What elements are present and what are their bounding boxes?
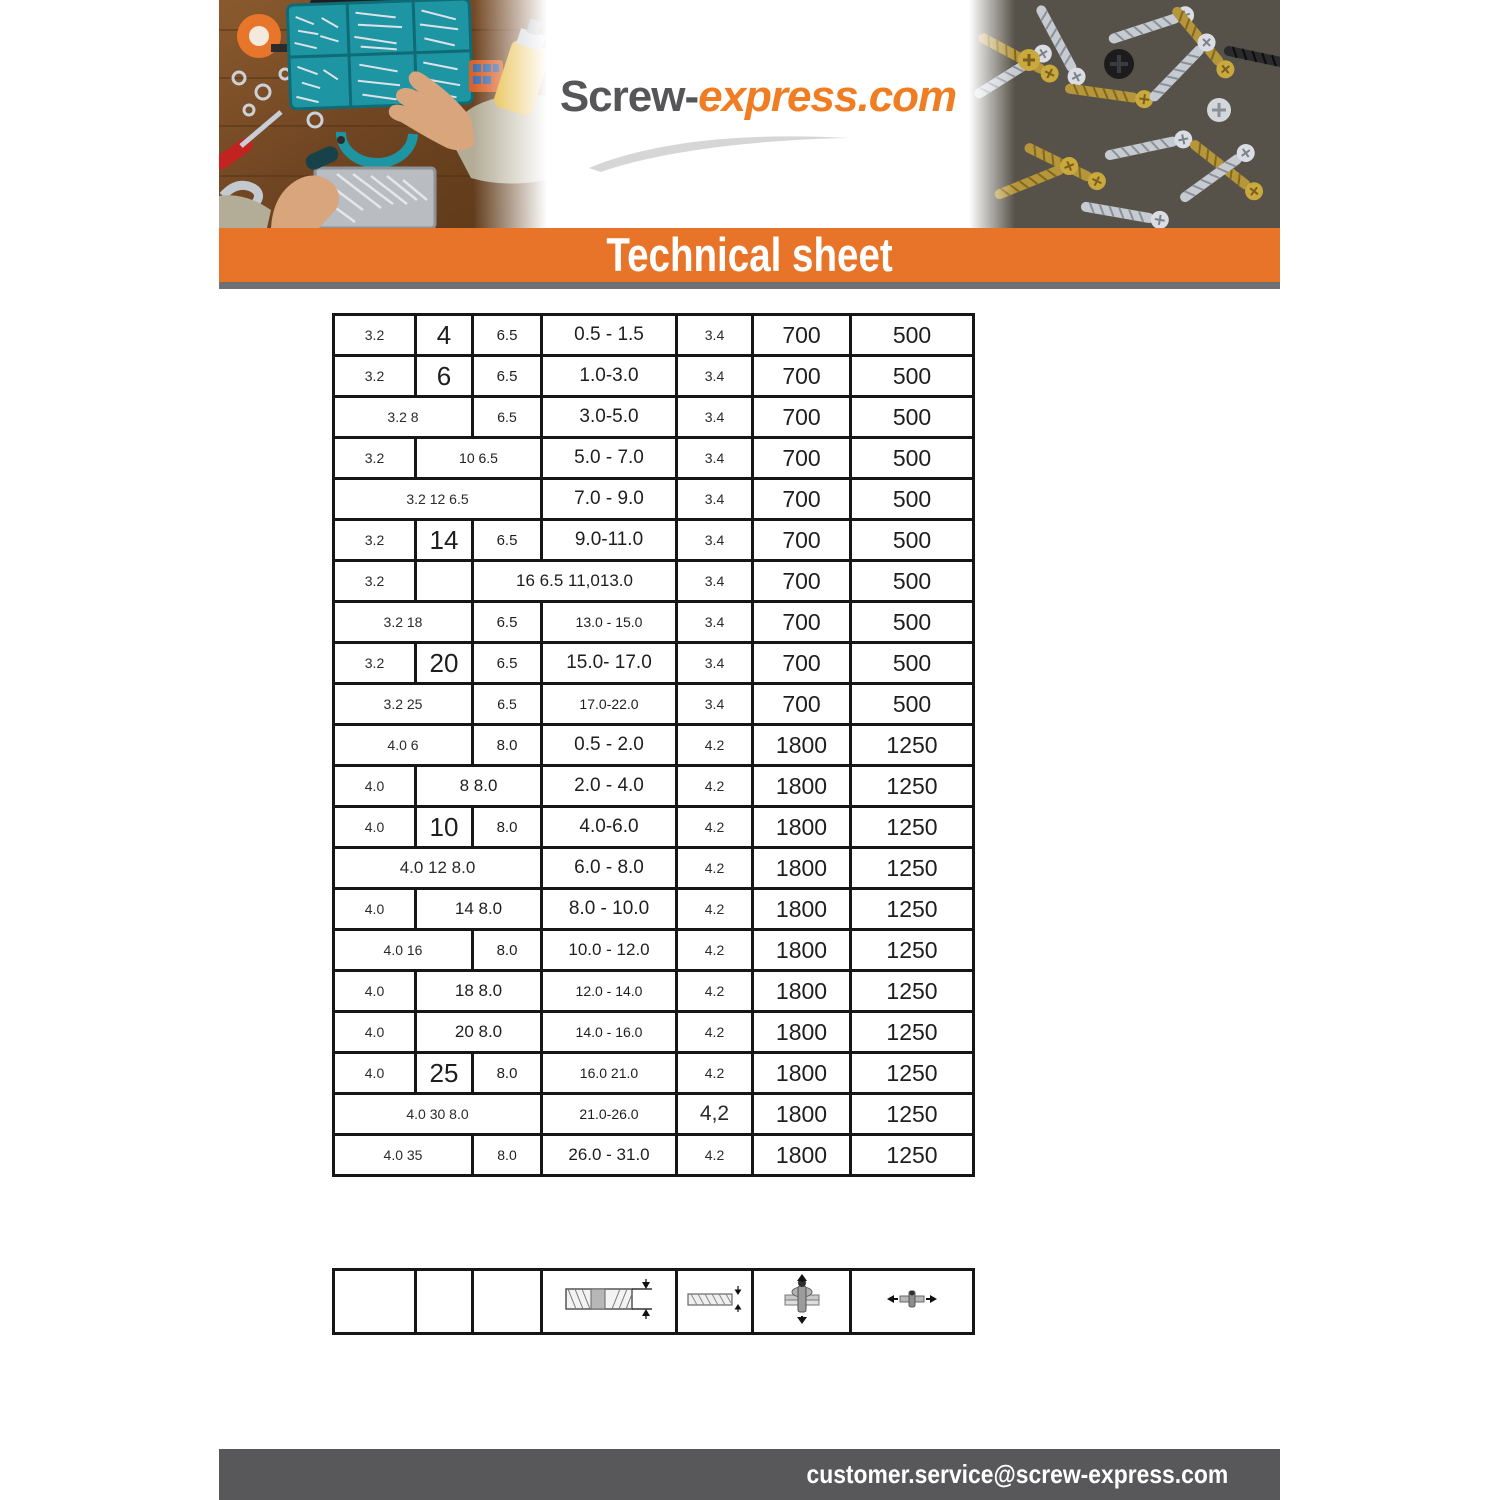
table-cell: 4.0 35 xyxy=(334,1135,473,1176)
table-cell: 25 xyxy=(416,1053,473,1094)
table-cell: 10 xyxy=(416,807,473,848)
table-cell: 700 xyxy=(753,561,851,602)
logo-orange-part: express.com xyxy=(698,72,957,121)
table-cell: 20 8.0 xyxy=(416,1012,542,1053)
table-cell: 6.5 xyxy=(473,315,542,356)
table-cell: 2.0 - 4.0 xyxy=(542,766,677,807)
table-cell: 3.4 xyxy=(677,561,753,602)
spec-table-row xyxy=(334,848,974,889)
table-cell: 8.0 xyxy=(473,1053,542,1094)
table-cell: 1800 xyxy=(753,1012,851,1053)
table-cell: 4.2 xyxy=(677,725,753,766)
spec-table-row xyxy=(334,684,974,725)
table-cell: 14 8.0 xyxy=(416,889,542,930)
table-cell: 6.5 xyxy=(473,684,542,725)
hands-sorting-screws-photo xyxy=(219,0,547,228)
table-cell: 15.0- 17.0 xyxy=(542,643,677,684)
table-cell: 14 xyxy=(416,520,473,561)
banner xyxy=(219,228,1280,282)
table-cell: 1250 xyxy=(851,807,974,848)
table-cell xyxy=(416,1270,473,1334)
table-cell: 1.0-3.0 xyxy=(542,356,677,397)
shear-strength-icon xyxy=(885,1287,939,1311)
page-title: Technical sheet xyxy=(606,228,893,281)
table-cell: 1250 xyxy=(851,725,974,766)
grip-range-icon xyxy=(562,1277,657,1321)
legend-diagram-cell xyxy=(677,1270,753,1334)
table-cell: 1250 xyxy=(851,848,974,889)
table-cell: 3.2 8 xyxy=(334,397,473,438)
table-cell: 3.4 xyxy=(677,397,753,438)
table-cell: 3.4 xyxy=(677,356,753,397)
table-cell: 1800 xyxy=(753,766,851,807)
table-cell: 8.0 xyxy=(473,807,542,848)
table-cell: 6.5 xyxy=(473,356,542,397)
table-cell: 14.0 - 16.0 xyxy=(542,1012,677,1053)
table-cell xyxy=(334,1270,416,1334)
table-cell: 26.0 - 31.0 xyxy=(542,1135,677,1176)
table-cell: 1250 xyxy=(851,1012,974,1053)
table-cell: 8.0 - 10.0 xyxy=(542,889,677,930)
table-cell: 10 6.5 xyxy=(416,438,542,479)
logo-swoosh xyxy=(581,128,881,172)
table-cell: 700 xyxy=(753,315,851,356)
logo xyxy=(547,72,969,122)
table-cell: 1800 xyxy=(753,848,851,889)
legend-diagram-cell xyxy=(542,1270,677,1334)
table-cell: 13.0 - 15.0 xyxy=(542,602,677,643)
table-cell: 4.0 12 8.0 xyxy=(334,848,542,889)
table-cell: 1250 xyxy=(851,930,974,971)
table-cell: 700 xyxy=(753,438,851,479)
spec-table-row xyxy=(334,725,974,766)
table-cell: 1800 xyxy=(753,807,851,848)
table-cell: 1800 xyxy=(753,1094,851,1135)
table-cell: 16.0 21.0 xyxy=(542,1053,677,1094)
table-cell: 3.2 12 6.5 xyxy=(334,479,542,520)
spec-table-row xyxy=(334,561,974,602)
table-cell: 1250 xyxy=(851,889,974,930)
legend-table xyxy=(332,1268,975,1335)
table-cell: 4.2 xyxy=(677,848,753,889)
table-cell: 1800 xyxy=(753,889,851,930)
table-cell: 6.5 xyxy=(473,643,542,684)
table-cell: 1800 xyxy=(753,971,851,1012)
spec-table-row xyxy=(334,356,974,397)
table-cell: 4.2 xyxy=(677,1053,753,1094)
table-cell: 8.0 xyxy=(473,1135,542,1176)
table-cell: 4.2 xyxy=(677,766,753,807)
table-cell: 4.2 xyxy=(677,807,753,848)
table-cell: 8 8.0 xyxy=(416,766,542,807)
table-cell: 4.0 xyxy=(334,971,416,1012)
table-cell: 16 6.5 11,013.0 xyxy=(473,561,677,602)
table-cell: 9.0-11.0 xyxy=(542,520,677,561)
table-cell: 21.0-26.0 xyxy=(542,1094,677,1135)
table-cell: 1250 xyxy=(851,1135,974,1176)
table-cell: 500 xyxy=(851,438,974,479)
spec-table xyxy=(332,313,975,1177)
spec-table-row xyxy=(334,479,974,520)
table-cell: 4.2 xyxy=(677,1135,753,1176)
table-cell: 4.0 30 8.0 xyxy=(334,1094,542,1135)
table-cell: 3.4 xyxy=(677,479,753,520)
spec-table-row xyxy=(334,930,974,971)
table-cell: 6.5 xyxy=(473,602,542,643)
table-cell: 3.4 xyxy=(677,520,753,561)
table-cell: 8.0 xyxy=(473,725,542,766)
spec-table-row xyxy=(334,889,974,930)
table-cell xyxy=(473,1270,542,1334)
table-cell: 500 xyxy=(851,315,974,356)
table-cell: 500 xyxy=(851,561,974,602)
drill-hole-icon xyxy=(684,1285,746,1313)
table-cell: 3.2 xyxy=(334,438,416,479)
table-cell: 700 xyxy=(753,520,851,561)
header xyxy=(219,0,1280,228)
table-cell: 3.2 18 xyxy=(334,602,473,643)
table-cell: 1800 xyxy=(753,725,851,766)
table-cell: 4.0 xyxy=(334,807,416,848)
table-cell: 18 8.0 xyxy=(416,971,542,1012)
table-cell: 1800 xyxy=(753,1135,851,1176)
table-cell: 4.0 xyxy=(334,1012,416,1053)
table-cell: 4.0 6 xyxy=(334,725,473,766)
table-cell: 4.0 xyxy=(334,1053,416,1094)
table-cell: 4.2 xyxy=(677,930,753,971)
spec-table-row xyxy=(334,520,974,561)
table-cell: 4.2 xyxy=(677,1012,753,1053)
table-cell: 8.0 xyxy=(473,930,542,971)
table-cell: 3.2 25 xyxy=(334,684,473,725)
table-cell: 3.0-5.0 xyxy=(542,397,677,438)
tensile-strength-icon xyxy=(781,1274,823,1324)
table-cell: 4.0-6.0 xyxy=(542,807,677,848)
table-cell: 700 xyxy=(753,479,851,520)
spec-table-row xyxy=(334,1012,974,1053)
spec-table-row xyxy=(334,438,974,479)
table-cell: 17.0-22.0 xyxy=(542,684,677,725)
left-photo-illustration xyxy=(219,0,547,228)
table-cell: 6 xyxy=(416,356,473,397)
table-cell: 6.0 - 8.0 xyxy=(542,848,677,889)
table-cell: 500 xyxy=(851,520,974,561)
table-cell: 700 xyxy=(753,643,851,684)
table-cell: 4.0 xyxy=(334,766,416,807)
table-cell: 0.5 - 1.5 xyxy=(542,315,677,356)
table-cell: 500 xyxy=(851,397,974,438)
banner-underline-strip xyxy=(219,282,1280,289)
table-cell: 700 xyxy=(753,684,851,725)
spec-table-row xyxy=(334,1094,974,1135)
logo-gray-part: Screw- xyxy=(559,72,699,121)
table-cell: 3.2 xyxy=(334,561,416,602)
table-cell: 7.0 - 9.0 xyxy=(542,479,677,520)
table-cell: 1250 xyxy=(851,1053,974,1094)
table-cell: 700 xyxy=(753,397,851,438)
spec-table-row xyxy=(334,602,974,643)
spec-table-row xyxy=(334,1135,974,1176)
table-cell: 500 xyxy=(851,602,974,643)
table-cell: 3.4 xyxy=(677,684,753,725)
table-cell: 10.0 - 12.0 xyxy=(542,930,677,971)
spec-table-row xyxy=(334,397,974,438)
table-cell: 500 xyxy=(851,684,974,725)
table-cell: 500 xyxy=(851,356,974,397)
table-cell: 3.2 xyxy=(334,520,416,561)
table-cell: 500 xyxy=(851,479,974,520)
table-cell: 4 xyxy=(416,315,473,356)
spec-table-row xyxy=(334,766,974,807)
spec-table-row xyxy=(334,643,974,684)
table-cell: 20 xyxy=(416,643,473,684)
spec-table-row xyxy=(334,315,974,356)
table-cell: 3.2 xyxy=(334,643,416,684)
pile-of-screws-photo xyxy=(969,0,1280,228)
table-cell: 4.0 16 xyxy=(334,930,473,971)
table-cell: 4.2 xyxy=(677,889,753,930)
table-cell: 4,2 xyxy=(677,1094,753,1135)
table-cell xyxy=(416,561,473,602)
table-cell: 4.2 xyxy=(677,971,753,1012)
table-cell: 700 xyxy=(753,356,851,397)
table-cell: 12.0 - 14.0 xyxy=(542,971,677,1012)
table-cell: 700 xyxy=(753,602,851,643)
spec-table-row xyxy=(334,971,974,1012)
table-cell: 1250 xyxy=(851,971,974,1012)
table-cell: 3.2 xyxy=(334,356,416,397)
legend-row xyxy=(334,1270,974,1334)
table-cell: 6.5 xyxy=(473,397,542,438)
table-cell: 3.2 xyxy=(334,315,416,356)
table-cell: 3.4 xyxy=(677,438,753,479)
table-cell: 500 xyxy=(851,643,974,684)
table-cell: 3.4 xyxy=(677,315,753,356)
legend-diagram-cell xyxy=(753,1270,851,1334)
legend-diagram-cell xyxy=(851,1270,974,1334)
table-cell: 1250 xyxy=(851,766,974,807)
table-cell: 6.5 xyxy=(473,520,542,561)
spec-table-row xyxy=(334,1053,974,1094)
table-cell: 3.4 xyxy=(677,602,753,643)
page-content xyxy=(219,0,1280,1500)
table-cell: 1250 xyxy=(851,1094,974,1135)
spec-table-row xyxy=(334,807,974,848)
table-cell: 0.5 - 2.0 xyxy=(542,725,677,766)
table-cell: 4.0 xyxy=(334,889,416,930)
table-cell: 3.4 xyxy=(677,643,753,684)
table-cell: 1800 xyxy=(753,930,851,971)
table-cell: 5.0 - 7.0 xyxy=(542,438,677,479)
logo-area xyxy=(547,0,969,228)
footer-bar xyxy=(219,1449,1280,1500)
customer-service-email: customer.service@screw-express.com xyxy=(806,1459,1228,1489)
table-cell: 1800 xyxy=(753,1053,851,1094)
right-photo-illustration xyxy=(969,0,1280,228)
